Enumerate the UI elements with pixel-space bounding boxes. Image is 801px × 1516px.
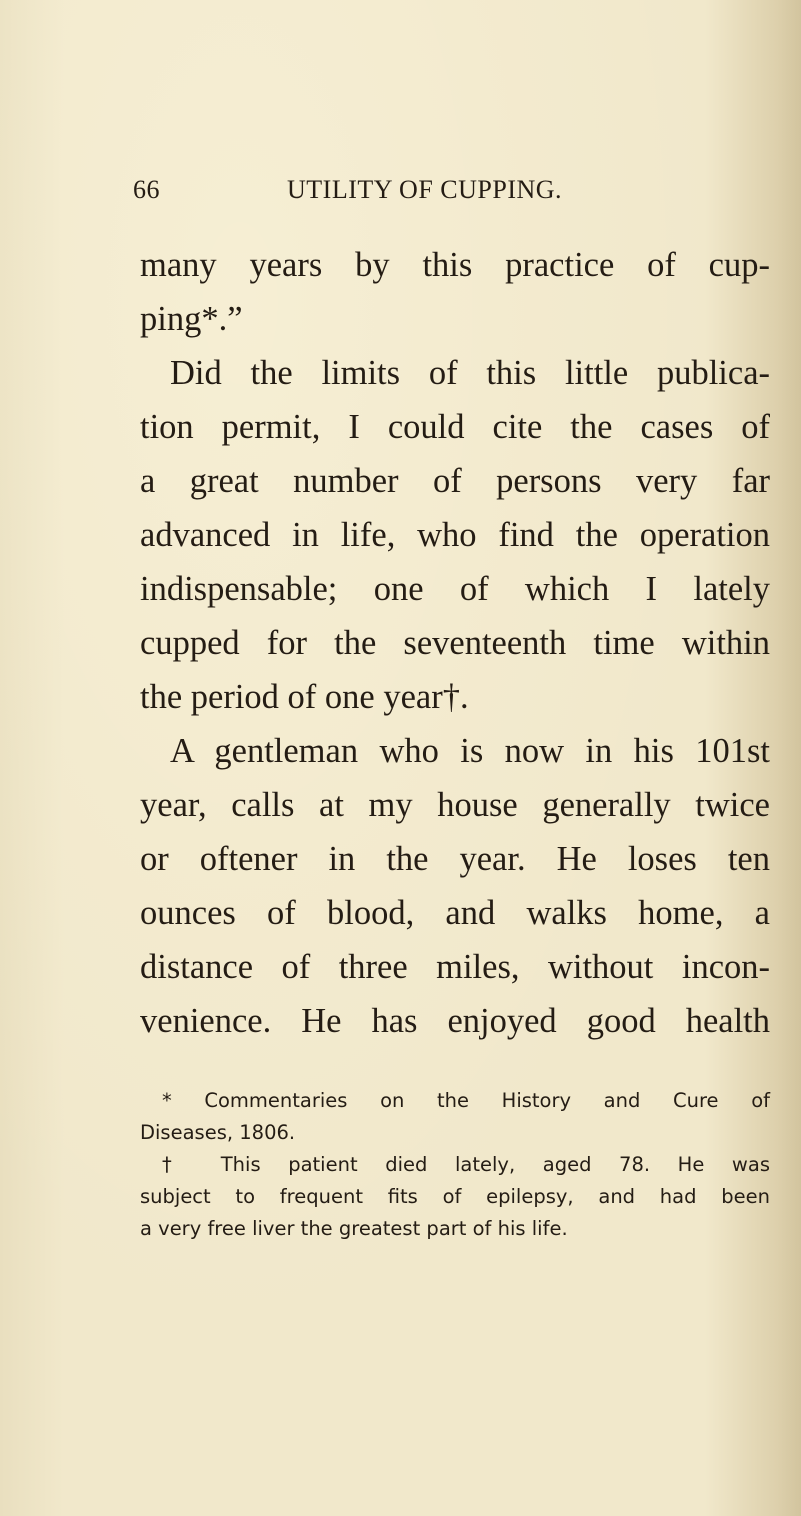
page-number: 66 <box>133 175 160 204</box>
body-line: A gentleman who is now in his 101st <box>170 732 770 770</box>
body-line: year, calls at my house generally twice <box>140 786 770 824</box>
body-line: Did the limits of this little publica- <box>170 354 770 392</box>
footnote-line: Diseases, 1806. <box>140 1121 296 1144</box>
footnote-line: * Commentaries on the History and Cure of <box>162 1089 770 1112</box>
body-line: many years by this practice of cup- <box>140 246 770 284</box>
footnotes <box>140 1085 770 1245</box>
body-line: distance of three miles, without incon- <box>140 948 770 986</box>
running-head <box>133 175 773 215</box>
body-line: the period of one year†. <box>140 678 469 716</box>
footnote-line: subject to frequent fits of epilepsy, and had been <box>140 1185 770 1208</box>
body-line: venience. He has enjoyed good health <box>140 1002 770 1040</box>
body-line: indispensable; one of which I lately <box>140 570 770 608</box>
body-line: ounces of blood, and walks home, a <box>140 894 770 932</box>
body-line: tion permit, I could cite the cases of <box>140 408 770 446</box>
running-title: UTILITY OF CUPPING. <box>287 175 563 204</box>
body-text <box>140 238 770 1048</box>
body-line: or oftener in the year. He loses ten <box>140 840 770 878</box>
footnote-line: a very free liver the greatest part of his life. <box>140 1217 568 1240</box>
body-line: cupped for the seventeenth time within <box>140 624 770 662</box>
body-line: advanced in life, who find the operation <box>140 516 770 554</box>
footnote-line: † This patient died lately, aged 78. He was <box>162 1153 770 1176</box>
body-line: ping*.” <box>140 300 243 338</box>
body-line: a great number of persons very far <box>140 462 770 500</box>
